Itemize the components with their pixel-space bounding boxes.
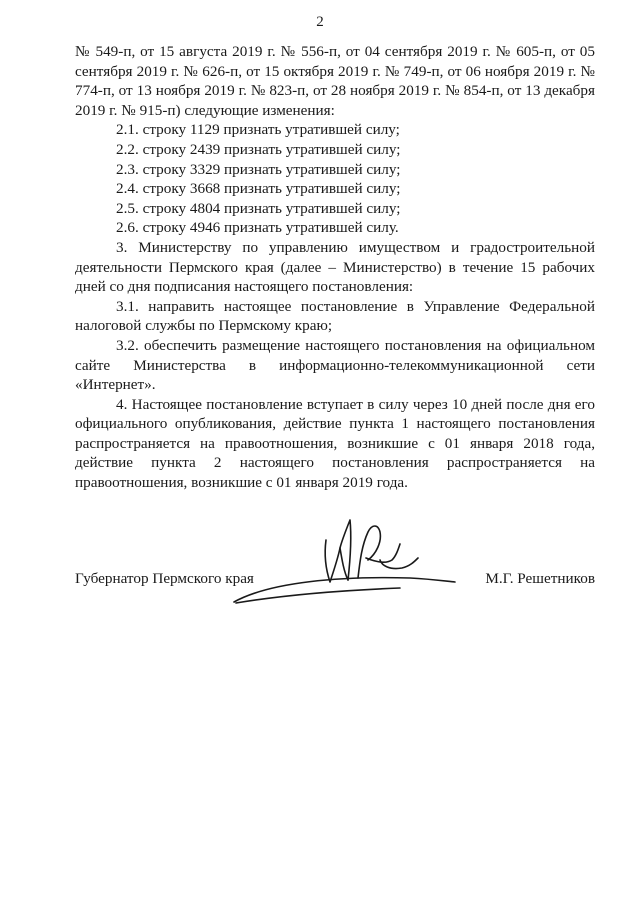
paragraph-3-1: 3.1. направить настоящее постановление в Управление Федеральной налоговой службы по Пермскому краю; — [75, 297, 595, 335]
paragraph-3: 3. Министерству по управлению имуществом и градостроительной деятельности Пермского края (далее – Министерство) в течение 15 рабочих дней со дня подписания настоящего постановления: — [75, 238, 595, 296]
document-body — [75, 42, 595, 493]
list-item-2-4: 2.4. строку 3668 признать утратившей силу; — [116, 180, 401, 198]
paragraph-3-2: 3.2. обеспечить размещение настоящего постановления на официальном сайте Министерства в информационно-телекоммуникационной сети «Интернет». — [75, 336, 595, 394]
list-item-2-2: 2.2. строку 2439 признать утратившей силу; — [116, 140, 401, 158]
list-item-2-5: 2.5. строку 4804 признать утратившей силу; — [116, 199, 401, 217]
paragraph-4: 4. Настоящее постановление вступает в силу через 10 дней после дня его официального опубликования, действие пункта 1 настоящего постановления распространяется на правоотношения, возникшие с 01 января 2018 года, действие пункта 2 настоящего постановления распространяется на правоотношения, возникшие с 01 января 2019 года. — [75, 395, 595, 492]
signature-block — [75, 570, 595, 590]
list-item-2-1: 2.1. строку 1129 признать утратившей силу; — [116, 121, 400, 139]
paragraph-continuation: № 549-п, от 15 августа 2019 г. № 556-п, от 04 сентября 2019 г. № 605-п, от 05 сентября 2019 г. № 626-п, от 15 октября 2019 г. № 749-п, от 06 ноября 2019 г. № 774-п, от 13 ноября 2019 г. № 823-п, от 28 ноября 2019 г. № 854-п, от 13 декабря 2019 г. № 915-п) следующие изменения: — [75, 43, 595, 119]
handwritten-signature — [230, 510, 480, 620]
page-number: 2 — [316, 14, 324, 30]
signatory-name: М.Г. Решетников — [485, 570, 595, 587]
signatory-position: Губернатор Пермского края — [75, 570, 254, 587]
list-item-2-6: 2.6. строку 4946 признать утратившей силу. — [116, 219, 399, 237]
list-item-2-3: 2.3. строку 3329 признать утратившей силу; — [116, 160, 401, 178]
